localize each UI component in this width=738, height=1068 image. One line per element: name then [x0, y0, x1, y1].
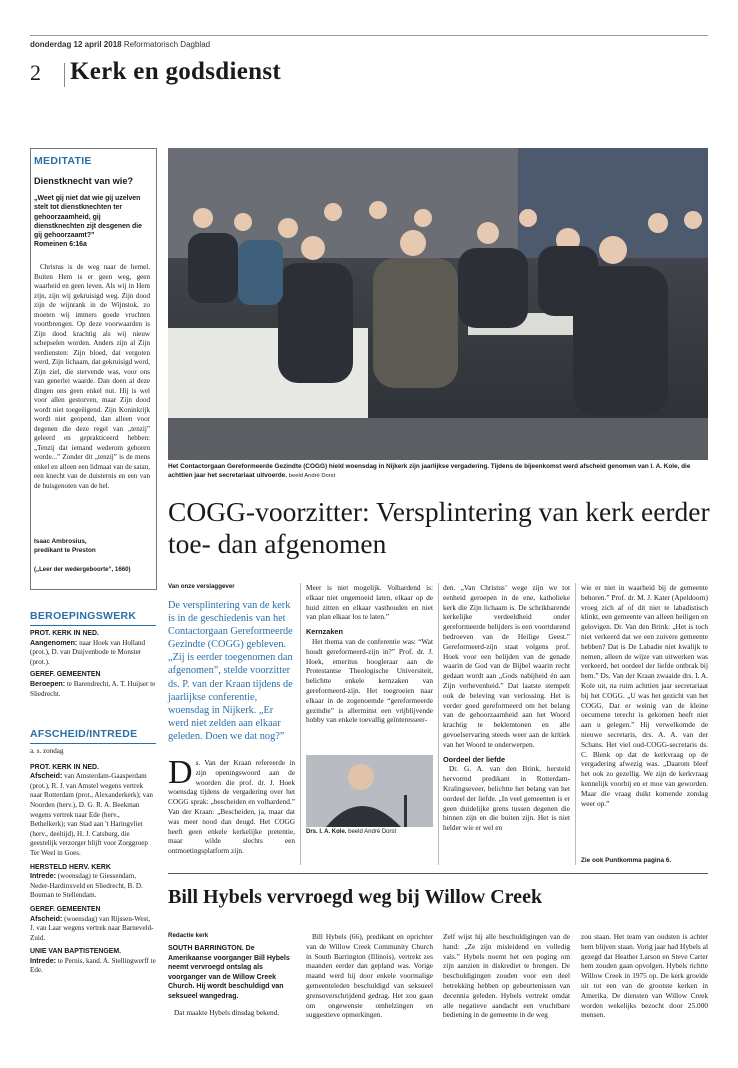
quote-ref: Romeinen 6:16a [34, 241, 87, 249]
col2-text-b: Het thema van de conferentie was: “Wat houdt gereformeerd-zijn in?” Prof. dr. J. Hoek, emeritus hoogleraar aan de Protestantse Theologische Universiteit, belichtte enkele kernzaken van gereformeerd-zijn. Het toegroeien naar elkaar in de zogenoemde “gereformeerde gezindte” is allerminst een vrijblijvende hobby van enkele toevallig geïnteresseer- [306, 636, 433, 725]
beroepingswerk-rule [30, 625, 156, 626]
af-lead-2: Intrede: [30, 872, 57, 881]
af-entry-4 [30, 957, 156, 976]
article1-col4 [581, 583, 708, 808]
article1-col3 [443, 583, 570, 833]
af-text-3: (woensdag) van Rijssen-West, J. van Laar wegens vertrek naar Barneveld-Zuid. [30, 914, 154, 942]
bw-heading-2: GEREF. GEMEENTEN [30, 671, 101, 679]
col3-text-b: Dr. G. A. van den Brink, hersteld hervormd predikant in Rotterdam-Kralingseveer, belichtte het belang van het oordeel der liefde. „In veel gemeenten is er geen duidelijke grens tussen degenen die binnen zijn en die buiten zijn. Het is niet helder wie er wel en [443, 764, 570, 833]
beroepingswerk-label: BEROEPINGSWERK [30, 610, 137, 622]
photo-caption [168, 462, 708, 481]
date: donderdag 12 april 2018 [30, 40, 122, 49]
kole-photo [306, 755, 433, 827]
article2-headline: Bill Hybels vervroegd weg bij Willow Creek [168, 886, 543, 908]
col3-text-a: den. „Van Christus’ wege zijn we tot eenheid geroepen in de ene, katholieke kerk die Zijn lichaam is. De schrikbarende kerkelijke verdeeldheid onder gereformeerde belijders is een voortdurend bedroeven van de Heilige Geest.” Gereformeerd-zijn staat volgens prof. Hoek voor een belijden van de genade waarin de God van de Bijbel waarin recht gedaan wordt aan „Gods nabijheid én aan Zijn verhevenheid.” Dat laatste stempelt ook de beleving van verlossing. Het is verder goed gereformeerd om het belang van de gehoorzaamheid aan het Woord krachtig te beklemtonen en alle gevoelservaring steeds weer aan de kritiek van het Woord te onderwerpen. [443, 583, 570, 749]
dateline [30, 40, 210, 49]
see-also: Zie ook Puntkomma pagina 6. [581, 857, 672, 864]
author-name: Isaac Ambrosius, [34, 538, 87, 545]
af-lead-3: Afscheid: [30, 914, 63, 923]
col2-text-a: Meer is niet mogelijk. Volhardend is: elkaar niet ongemoeid laten, elkaar op de huid zitten en elkaar vasthouden en niet van plan elkaar los te laten.” [306, 583, 433, 622]
article2-col1 [168, 944, 295, 1017]
conference-photo [168, 148, 708, 460]
meditatie-title: Dienstknecht van wie? [34, 176, 134, 186]
section-title: Kerk en godsdienst [70, 58, 281, 85]
meditatie-label: MEDITATIE [34, 155, 92, 167]
af-text-4: te Pernis, kand. A. Stellingwerff te Ede. [30, 956, 156, 975]
column-separator [575, 583, 576, 865]
article2-lead: SOUTH BARRINGTON. De Amerikaanse voorganger Bill Hybels neemt vervroegd ontslag als voorganger van de Willow Creek Church. Hij wordt beschuldigd van seksueel wangedrag. [168, 945, 290, 1000]
article1-intro: De versplintering van de kerk is in de geschiedenis van het Contactorgaan Gereformeerde Gezindte (COGG) gebleven. „Zij is eerder toegenomen dan afgenomen”, stelde voorzitter ds. P. van der Kraan tijdens de jaarlijkse conferentie, woensdag in Nijkerk. „Er werd niet zelden aan elkaar geleden. Doen we dat nog?” [168, 600, 293, 742]
col1-text: s. Van der Kraan refereerde in zijn openingswoord aan de woorden die prof. dr. J. Hoek woensdag tijdens de vergadering over het COGG sprak: „bescheiden en volhardend.” Van der Kraan: „Bescheiden, ja, maar dat was meer nood dan deugd. Het COGG heeft geen enkele kerkelijke pretentie, maar wilde slechts een ontmoetingsplatform zijn. [168, 758, 295, 856]
col4-text: wie er niet in waarheid bij de gemeente behoren.” Prof. dr. M. J. Kater (Apeldoorn) vroeg zich af of dit niet te labadistisch klinkt, een gemeente van alleen heiligen en gelovigen. Dr. Van den Brink: „Het is toch niet verkeerd dat we een zuivere gemeente hebben? Dat is De Labadie niet kwalijk te nemen, alleen de wijze van uitwerken was verkeerd, het oordeel der liefde ontbrak bij hem.” Ds. Van der Kraan zwaaide drs. I. A. Kole uit, na ruim achttien jaar secretariaat bij het COGG. „U was het gezicht van het COGG. Dat er weinig van de kleine oecumene terecht is gekomen heeft niet aan u gelegen.” Hij verwelkomde de nieuwe secretaris, drs. A. A. van der Schans. Het viel oud-COGG-secretaris ds. C. Blenk op dat de kerkvraag op de vergadering afwezig was. „Daarom bleef het ook zo gezellig. We zijn de kerkvraag kennelijk voorbij en er moe van geworden. Maar die vraag duikt komende zondag weer op.” [581, 583, 708, 808]
af-entry-3 [30, 915, 156, 944]
subhead-oordeel: Oordeel der liefde [443, 754, 506, 764]
caption-credit: beeld André Dorst [288, 473, 336, 479]
meditatie-body: Christus is de weg naar de hemel. Buiten Hem is er geen weg, geen waarheid en geen leven. Als wij in Hem zijn, zijn wij gekruisigd weg. Zijn dood zijn de wijnrank in de Wijnstok, zo moeten wij immers goede vruchten voortbrengen. Op deze voorwaarden is Zijn dood krachtig als wij nieuw schepselen worden. Anders zijn al Zijn verdiensten: Zijn bloed, dat vergoten werd, Zijn lichaam, dat gekruisigd werd, Zijn ziel, die stervende was, voor ons van generlei waarde. Dan doen al deze dingen ons geen enkel nut. Hij is wel voor allen gestorven, maar Zijn dood wordt niet toegeëigend. Zijn Koninkrijk wordt niet geopend, dan alleen voor degenen die deze regel van „tenzij” geleerd en geprakticeerd hebben: „Tenzij dat iemand wederom geboren worde...” Zonder dit „tenzij” is de mens enkel en alleen een lidmaat van de satan, een knecht van de duisternis en een van de huisgenoten van de hel. [34, 263, 150, 490]
af-entry-2 [30, 872, 156, 901]
page-number: 2 [30, 60, 41, 85]
bw-lead-2: Beroepen: [30, 679, 66, 688]
column-separator [438, 583, 439, 865]
article1-byline: Van onze verslaggever [168, 583, 235, 590]
af-heading-4: UNIE VAN BAPTISTENGEM. [30, 948, 121, 956]
article2-col2: Bill Hybels (66), predikant en oprichter van de Willow Creek Community Church in South Barrington (Illinois), vertrekt zes maanden eerder dan gepland was. Vorige maand werd hij door enkele voormalige gemeenteleden beschuldigd van seksueel grensoverschrijdend gedrag. Het zou gaan om ongewenste omhelzingen en suggestieve opmerkingen. [306, 932, 433, 1020]
af-text-2: (woensdag) te Giessendam, Neder-Hardinxveld en Sliedrecht, B. D. Bouman te Stellendam. [30, 872, 143, 900]
af-entry-1 [30, 772, 156, 858]
af-text-1: van Amsterdam-Gaasperdam (prot.), R. J. van Amstel wegens vertrek naar Rotterdam (prot., Alexanderkerk); van Noorden (herv.), D. G. R. A. Beekman wegens vertrek naar Ede (herv., Bethelkerk); van Stad aan 't Haringvliet (herv., deeltijd), H. J. Catsburg, die geestelijk verzorger blijft voor Zorggroep Ter Weel in Goes. [30, 772, 153, 857]
header-divider [64, 63, 65, 87]
kole-caption [306, 829, 446, 835]
af-lead-4: Intrede: [30, 956, 57, 965]
caption-text: Het Contactorgaan Gereformeerde Gezindte (COGG) hield woensdag in Nijkerk zijn jaarlijkse vergadering. Tijdens de bijeenkomst werd afscheid genomen van I. A. Kole, die achttien jaar het secretariaat uitvoerde. [168, 463, 691, 479]
meditatie-source: („Leer der wedergeboorte”, 1660) [34, 566, 131, 573]
bw-heading-1: PROT. KERK IN NED. [30, 630, 99, 637]
afscheid-body [30, 747, 156, 976]
afscheid-label: AFSCHEID/INTREDE [30, 728, 138, 740]
conference-photo-art [168, 148, 708, 460]
dropcap: D [168, 754, 193, 791]
article2-col1-text: Dat maakte Hybels dinsdag bekend. [174, 1007, 280, 1017]
article1-col1 [168, 754, 295, 856]
article2-rule [168, 873, 708, 874]
beroepingswerk-body [30, 629, 156, 699]
bw-entry-1 [30, 639, 156, 668]
afscheid-rule [30, 743, 156, 744]
article2-col3: Zelf wijst hij alle beschuldigingen van de hand: „Ze zijn misleidend en volledig vals.” Hybels noemt het een poging om zijn aanzien in diskrediet te brengen. De beschuldigingen zouden voor een deel betrekking hebben op gebeurtenissen van decennia geleden. Hybels vertrekt omdat alle negatieve aandacht een vruchtbare bediening in de gemeente in de weg [443, 932, 570, 1020]
article1-headline: COGG-voorzitter: Versplintering van kerk eerder toe- dan afgenomen [168, 496, 710, 559]
af-heading-2: HERSTELD HERV. KERK [30, 863, 111, 871]
bw-entry-2 [30, 680, 156, 699]
bw-text-1: naar Hoek van Holland (prot.), D. van Duijvenbode te Monster (prot.). [30, 638, 146, 666]
af-lead-1: Afscheid: [30, 772, 63, 781]
column-separator [300, 583, 301, 865]
quote-text: „Weet gij niet dat wie gij uzelven stelt tot dienstknechten ter gehoorzaamheid, gij dienstknechten zijt desgenen die gij gehoorzaamt?” [34, 195, 142, 240]
bw-text-2: te Barendrecht, A. T. Huijser te Sliedrecht. [30, 679, 156, 698]
bw-lead-1: Aangenomen: [30, 638, 78, 647]
afscheid-date: a. s. zondag [30, 747, 64, 755]
af-heading-3: GEREF. GEMEENTEN [30, 905, 101, 913]
subhead-kernzaken: Kernzaken [306, 627, 343, 637]
meditatie-author [34, 537, 96, 555]
paper-name: Reformatorisch Dagblad [123, 40, 211, 49]
kole-caption-credit: beeld André Dorst [348, 829, 397, 835]
meditatie-quote [34, 194, 150, 250]
kole-photo-art [306, 755, 433, 827]
article2-col4: zou staan. Het team van oudsten is achter hem blijven staan. Vorig jaar had Hybels al gezegd dat Heather Larson en Steve Carter hem zouden gaan opvolgen. Hybels richtte Willow Creek in 1975 op. De kerk groeide uit tot een van de grootste kerken in Amerika. De diensten van Willow Creek worden wekelijks bezocht door 25.000 mensen. [581, 932, 708, 1020]
article1-col2 [306, 583, 433, 725]
kole-caption-text: Drs. I. A. Kole. [306, 829, 347, 835]
af-heading-1: PROT. KERK IN NED. [30, 763, 99, 771]
top-rule [30, 35, 708, 36]
author-role: predikant te Preston [34, 547, 96, 554]
article2-byline: Redactie kerk [168, 932, 209, 939]
